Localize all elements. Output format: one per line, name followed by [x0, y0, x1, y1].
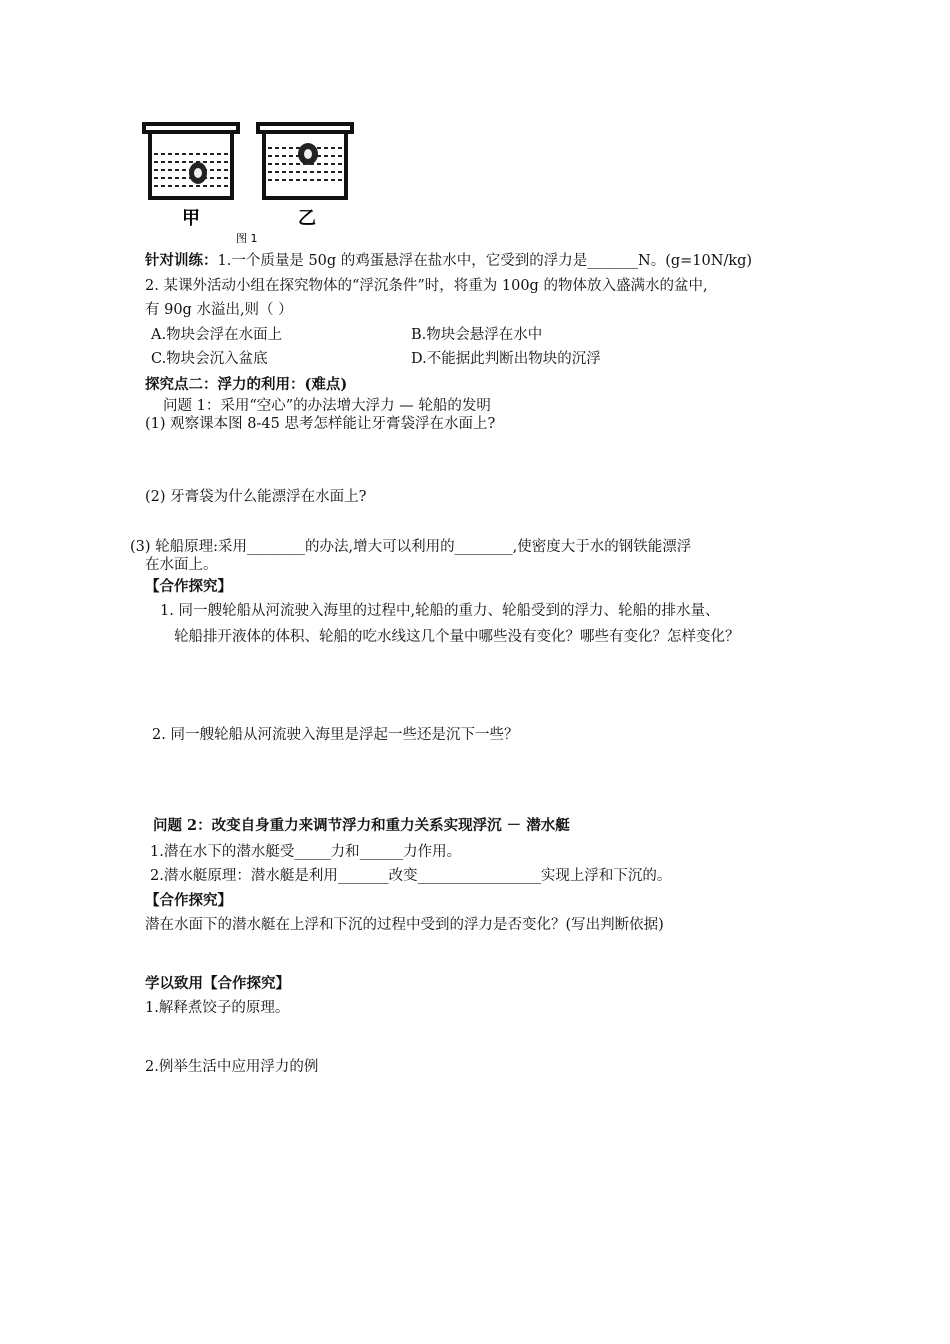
- beaker-label-right: 乙: [298, 208, 316, 229]
- training-heading: 针对训练：: [145, 252, 218, 269]
- problem1-q3-line2: 在水面上。: [145, 557, 218, 573]
- figure-caption: 图 1: [236, 232, 258, 245]
- point2-heading: 探究点二：浮力的利用：(难点): [145, 376, 348, 393]
- beaker-left: [144, 124, 238, 198]
- coop1-q1-line1: 1. 同一艘轮船从河流驶入海里的过程中,轮船的重力、轮船受到的浮力、轮船的排水量、: [160, 603, 720, 619]
- problem2-title: [153, 816, 570, 836]
- option-d: D.不能据此判断出物块的沉浮: [411, 351, 601, 367]
- training-q1: 1.一个质量是 50g 的鸡蛋悬浮在盐水中，它受到的浮力是_______N。(g=10N/kg): [217, 253, 753, 269]
- problem2-q1: 1.潜在水下的潜水艇受_____力和______力作用。: [150, 844, 462, 860]
- option-b: B.物块会悬浮在水中: [411, 327, 543, 343]
- beaker-right: [258, 124, 352, 198]
- training-q2-line1: 2. 某课外活动小组在探究物体的“浮沉条件”时，将重为 100g 的物体放入盛满水的盆中,: [145, 278, 708, 294]
- option-a: A.物块会浮在水面上: [151, 327, 283, 343]
- beaker-figure: [140, 118, 370, 248]
- problem1-q1: (1) 观察课本图 8-45 思考怎样能让牙膏袋浮在水面上?: [145, 416, 496, 432]
- option-c: C.物块会沉入盆底: [151, 351, 268, 367]
- apply-heading: 学以致用【合作探究】: [145, 975, 290, 992]
- coop-heading-2: 【合作探究】: [145, 892, 232, 909]
- coop1-q2: 2. 同一艘轮船从河流驶入海里是浮起一些还是沉下一些？: [152, 727, 519, 743]
- apply-q1: 1.解释煮饺子的原理。: [145, 1000, 290, 1016]
- problem1-title: 问题 1：采用“空心”的办法增大浮力 — 轮船的发明: [163, 398, 491, 414]
- training-q1-line: [145, 251, 752, 271]
- coop1-q1-line2: 轮船排开液体的体积、轮船的吃水线这几个量中哪些没有变化？哪些有变化？怎样变化？: [174, 629, 740, 645]
- coop2-question: 潜在水面下的潜水艇在上浮和下沉的过程中受到的浮力是否变化？(写出判断依据): [145, 917, 664, 933]
- apply-q2: 2.例举生活中应用浮力的例: [145, 1059, 319, 1075]
- training-q2-line2: 有 90g 水溢出,则（ ）: [145, 302, 293, 318]
- problem2-text: 问题 2：改变自身重力来调节浮力和重力关系实现浮沉 － 潜水艇: [153, 817, 570, 834]
- problem1-q3-line1: (3) 轮船原理:采用________的办法,增大可以利用的________,使密度大于水的钢铁能漂浮: [130, 539, 692, 555]
- problem1-q2: (2) 牙膏袋为什么能漂浮在水面上?: [145, 489, 367, 505]
- beaker-label-left: 甲: [182, 208, 200, 229]
- coop-heading-1: 【合作探究】: [145, 578, 232, 595]
- problem2-q2: 2.潜水艇原理：潜水艇是利用_______改变_________________实现上浮和下沉的。: [150, 868, 672, 884]
